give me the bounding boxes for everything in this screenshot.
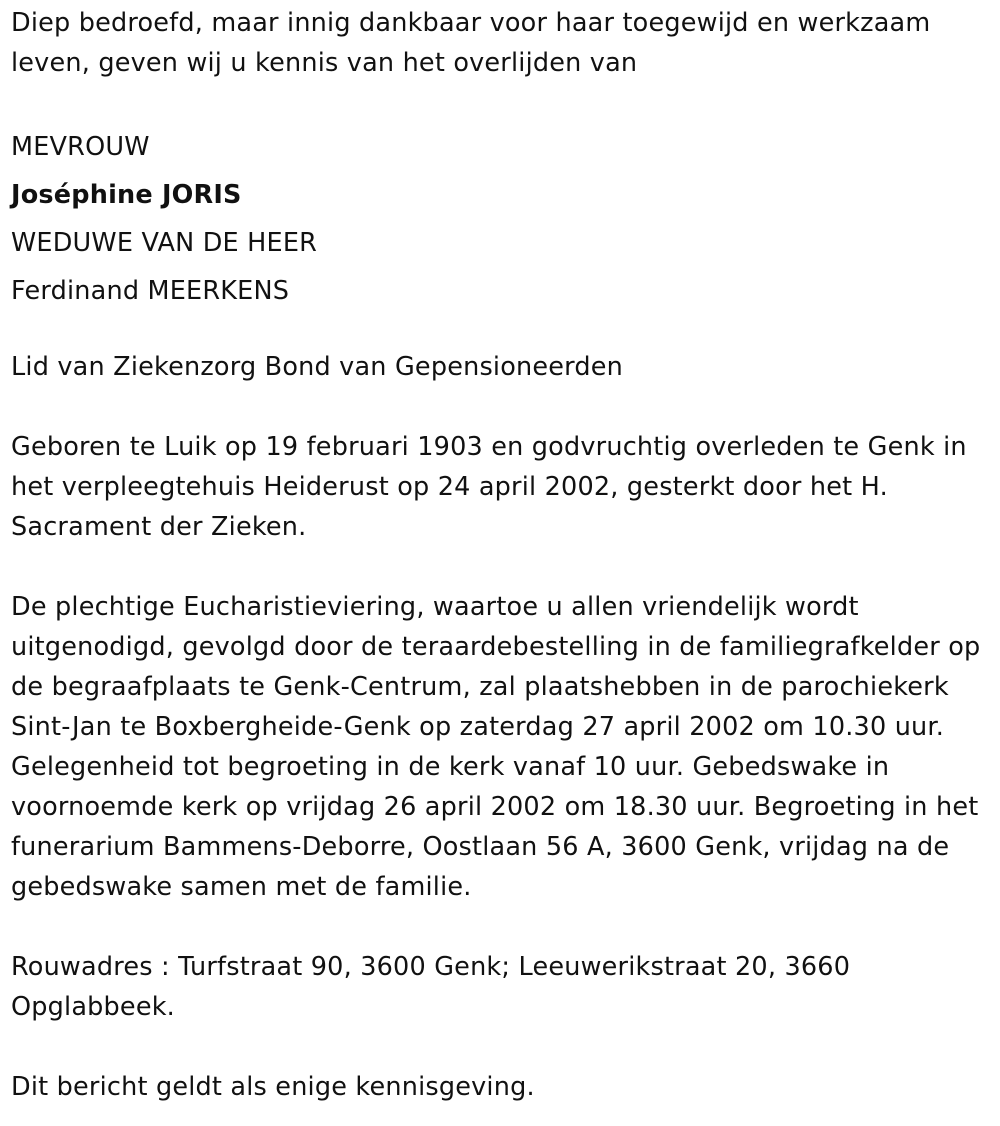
spacer xyxy=(11,907,991,947)
closing-line: Dit bericht geldt als enige kennisgeving. xyxy=(11,1072,535,1102)
spacer xyxy=(11,387,991,427)
widow-line: WEDUWE VAN DE HEER xyxy=(11,228,318,258)
deceased-name: Joséphine JORIS xyxy=(11,180,242,210)
ceremony-paragraph: De plechtige Eucharistieviering, waartoe u allen vriendelijk wordt uitgenodigd, gevolgd door de teraardebestelling in de familiegrafkelder op de begraafplaats te Genk-Centrum, zal plaatshebben in de parochiekerk Sint-Jan te Boxbergheide-Genk op zaterdag 27 april 2002 om 10.30 uur. Gelegenheid tot begroeting in de kerk vanaf 10 uur. Gebedswake in voornoemde kerk op vrijdag 26 april 2002 om 18.30 uur. Begroeting in het funerarium Bammens-Deborre, Oostlaan 56 A, 3600 Genk, vrijdag na de gebedswake samen met de familie. xyxy=(11,592,981,902)
salutation: MEVROUW xyxy=(11,132,150,162)
birth-death-paragraph: Geboren te Luik op 19 februari 1903 en godvruchtig overleden te Genk in het verpleegtehuis Heiderust op 24 april 2002, gesterkt door het H. Sacrament der Zieken. xyxy=(11,432,967,542)
spouse-name: Ferdinand MEERKENS xyxy=(11,276,290,306)
intro-paragraph: Diep bedroefd, maar innig dankbaar voor haar toegewijd en werkzaam leven, geven wij u kennis van het overlijden van xyxy=(11,8,931,78)
mourning-address: Rouwadres : Turfstraat 90, 3600 Genk; Leeuwerikstraat 20, 3660 Opglabbeek. xyxy=(11,952,851,1022)
spacer xyxy=(11,547,991,587)
spacer xyxy=(11,315,991,347)
name-block xyxy=(11,123,991,315)
spacer xyxy=(11,83,991,123)
membership-line: Lid van Ziekenzorg Bond van Gepensioneerden xyxy=(11,352,624,382)
obituary-notice xyxy=(11,3,991,1107)
spacer xyxy=(11,1027,991,1067)
